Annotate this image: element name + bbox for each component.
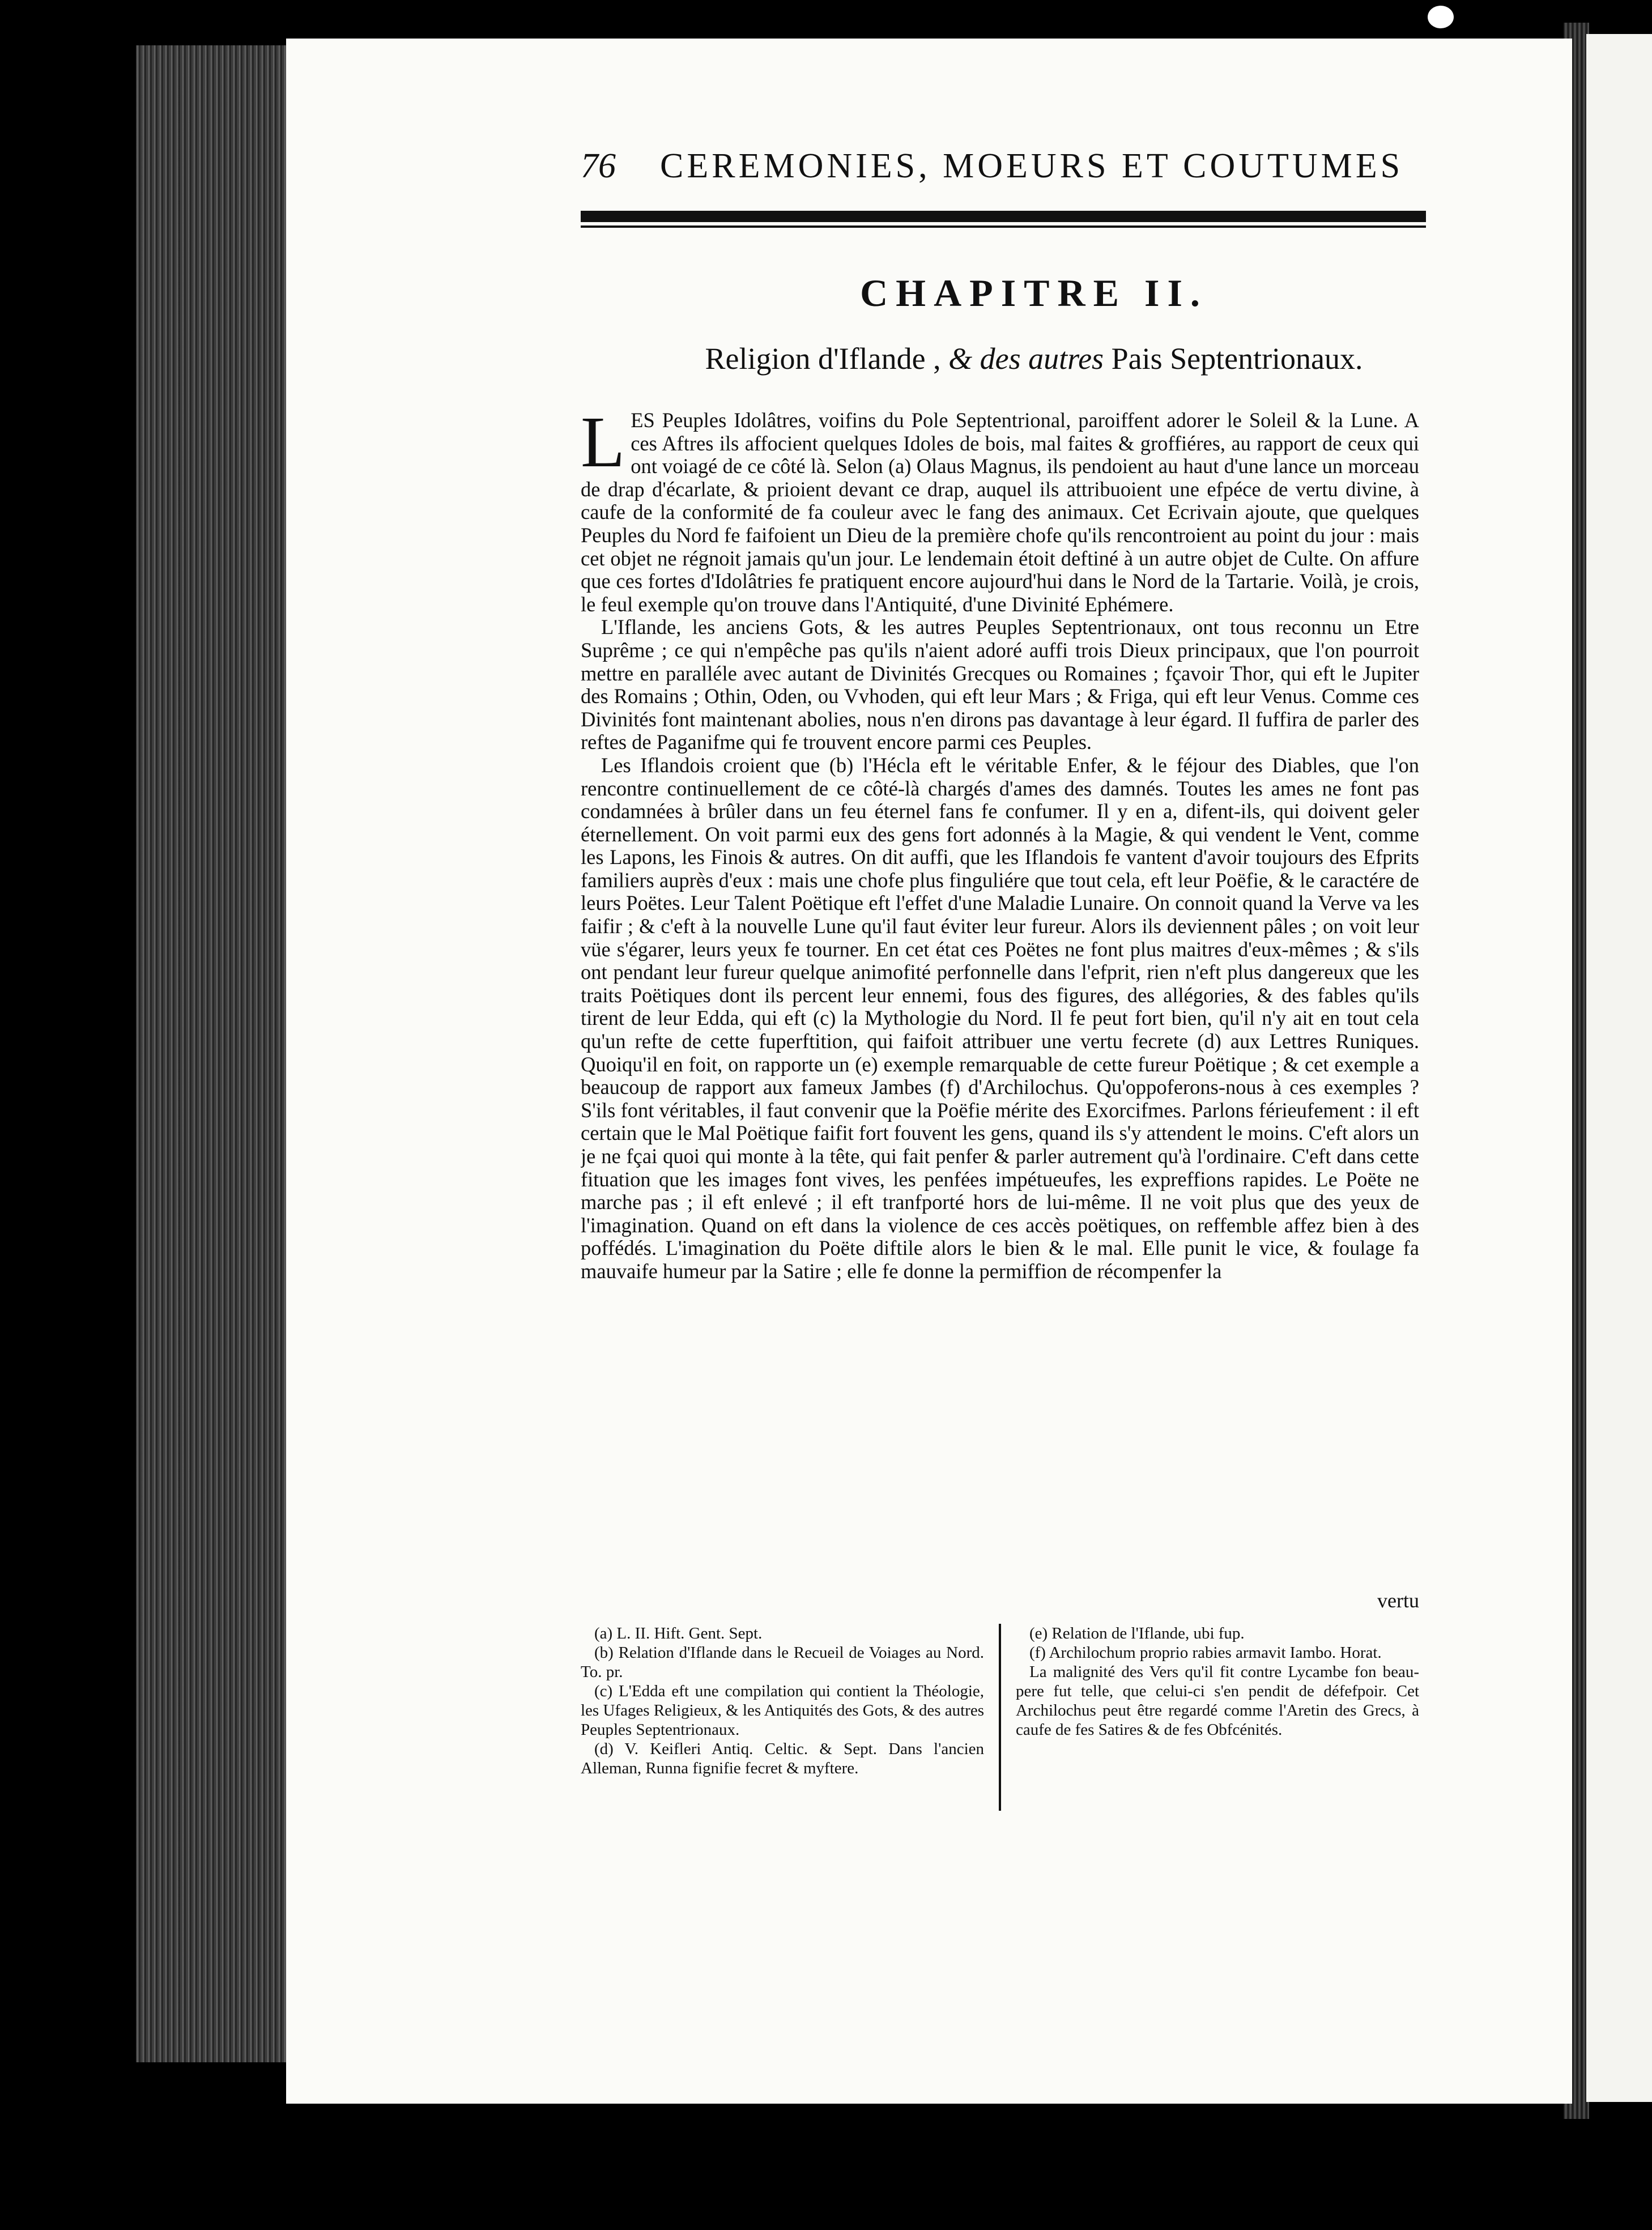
- footnote: (f) Archilochum proprio rabies armavit Iambo. Horat.: [1029, 1644, 1382, 1662]
- page-edge-stack: [136, 45, 289, 2062]
- footnote: La malignité des Vers qu'il fit contre Lycambe fon beau-pere fut telle, que celui-ci s'en pendit de défefpoir. Cet Archilochus peut être regardé comme l'Aretin des Grecs, à caufe de fes Satires & de fes Obfcénités.: [1015, 1663, 1419, 1739]
- footnote: (c) L'Edda eft une compilation qui contient la Théologie, les Ufages Religieux, & les Antiquités des Gots, & des autres Peuples Septentrionaux.: [581, 1682, 985, 1739]
- paragraph: Les Iflandois croient que (b) l'Hécla eft le véritable Enfer, & le féjour des Diables, que l'on rencontre continuellement de ce côté-là chargés d'ames des damnés. Toutes les ames ne font pas condamnées à brûler dans un feu éternel fans fe confumer. Il y en a, difent-ils, qui doivent geler éternellement. On voit parmi eux des gens fort adonnés à la Magie, & qui vendent le Vent, comme les Lapons, les Finois & autres. On dit auffi, que les Iflandois fe vantent d'avoir toujours des Efprits familiers auprès d'eux : mais une chofe plus finguliére que tout cela, eft leur Poëfie, & le caractére de leurs Poëtes. Leur Talent Poëtique eft l'effet d'une Maladie Lunaire. On connoit quand la Verve va les faifir ; & c'eft à la nouvelle Lune qu'il faut éviter leur fureur. Alors ils deviennent pâles ; on voit leur vüe s'égarer, leurs yeux fe tourner. En cet état ces Poëtes ne font plus maitres d'eux-mêmes ; & s'ils ont pendant leur fureur quelque animofité perfonnelle dans l'efprit, rien n'eft plus dangereux que les traits Poëtiques dont ils percent leur ennemi, fous des figures, des allégories, & des fables qu'ils tirent de leur Edda, qui eft (c) la Mythologie du Nord. Il fe peut fort bien, qu'il n'y ait en tout cela qu'un refte de cette fuperftition, qui faifoit attribuer une vertu fecrete (d) aux Lettres Runiques. Quoiqu'il en foit, on rapporte un (e) exemple remarquable de cette fureur Poëtique ; & cet exemple a beaucoup de rapport aux fameux Jambes (f) d'Archilochus. Qu'oppoferons-nous à ces exemples ? S'ils font véritables, il faut convenir que la Poëfie mérite des Exorcifmes. Parlons férieufement : il eft certain que le Mal Poëtique faifit fort fouvent les gens, quand ils s'y attendent le moins. C'eft alors un je ne fçai quoi qui monte à la tête, qui fait penfer & parler autrement qu'à l'ordinaire. C'eft dans cette fituation que les images font vives, les penfées impétueufes, les expreffions rapides. Le Poëte ne marche pas ; il eft enlevé ; il eft tranfporté hors de lui-même. Il ne voit plus que des yeux de l'imagination. Quand on eft dans la violence de ces accès poëtiques, on reffemble affez bien à des poffédés. L'imagination du Poëte diftile alors le bien & le mal. Elle punit le vice, & foulage fa mauvaife humeur par la Satire ; elle fe donne la permiffion de récompenfer la: [581, 753, 1419, 1283]
- drop-cap: L: [581, 409, 625, 482]
- running-head: [581, 146, 1419, 195]
- header-rule-thick: [581, 211, 1426, 222]
- running-title: CEREMONIES, MOEURS ET COUTUMES: [660, 147, 1404, 185]
- body-text: [581, 409, 1419, 1588]
- footnotes: [581, 1624, 1419, 1811]
- chapter-subtitle: [581, 341, 1419, 381]
- catchword: vertu: [1377, 1589, 1419, 1612]
- footnote: (e) Relation de l'Iflande, ubi fup.: [1029, 1624, 1245, 1642]
- footnote: (d) V. Keifleri Antiq. Celtic. & Sept. Dans l'ancien Alleman, Runna fignifie fecret & myftere.: [581, 1740, 985, 1777]
- subtitle-part: Religion d'Iflande ,: [705, 342, 941, 376]
- paragraph: L'Iflande, les anciens Gots, & les autres Peuples Septentrionaux, ont tous reconnu un Etre Suprême ; ce qui n'empêche pas qu'ils n'aient adoré auffi trois Dieux principaux, que l'on pourroit mettre en paralléle avec autant de Divinités Grecques ou Romaines ; fçavoir Thor, qui eft le Jupiter des Romains ; Othin, Oden, ou Vvhoden, qui eft leur Mars ; & Friga, qui eft leur Venus. Comme ces Divinités font maintenant abolies, nous n'en dirons pas davantage à leur égard. Il fuffira de parler des reftes de Paganifme qui fe trouvent encore parmi ces Peuples.: [581, 615, 1419, 754]
- subtitle-part: & des autres: [940, 342, 1112, 376]
- footnote: (b) Relation d'Iflande dans le Recueil de Voiages au Nord. To. pr.: [581, 1644, 985, 1681]
- paragraph: [581, 409, 1419, 616]
- scan-artifact: [1428, 6, 1454, 28]
- footnote: (a) L. II. Hift. Gent. Sept.: [594, 1624, 763, 1642]
- subtitle-part: Pais Septentrionaux.: [1111, 342, 1363, 376]
- footnotes-left: [581, 1624, 984, 1811]
- page-content: [581, 146, 1419, 1811]
- paragraph-text: ES Peuples Idolâtres, voifins du Pole Septentrional, paroiffent adorer le Soleil & la Lune. A ces Aftres ils affocient quelques Idoles de bois, mal faites & groffiéres, au rapport de ceux qui ont voiagé de ce côté là. Selon (a) Olaus Magnus, ils pendoient au haut d'une lance un morceau de drap d'écarlate, & prioient devant ce drap, auquel ils attribuoient une efpéce de vertu divine, à caufe de la conformité de fa couleur avec le fang des animaux. Cet Ecrivain ajoute, que quelques Peuples du Nord fe faifoient un Dieu de la première chofe qu'ils rencontroient au point du jour : mais cet objet ne régnoit jamais qu'un jour. Le lendemain étoit deftiné à un autre objet de Culte. On affure que ces fortes d'Idolâtries fe pratiquent encore aujourd'hui dans le Nord de la Tartarie. Voilà, je crois, le feul exemple qu'on trouve dans l'Antiquité, d'une Divinité Ephémere.: [581, 409, 1419, 616]
- chapter-title: CHAPITRE II.: [860, 271, 1208, 314]
- page-number: 76: [581, 147, 616, 185]
- footnote-divider: [999, 1624, 1001, 1811]
- header-rule-thin: [581, 225, 1426, 228]
- facing-page-edge: [1586, 34, 1652, 2102]
- footnotes-right: [1016, 1624, 1419, 1811]
